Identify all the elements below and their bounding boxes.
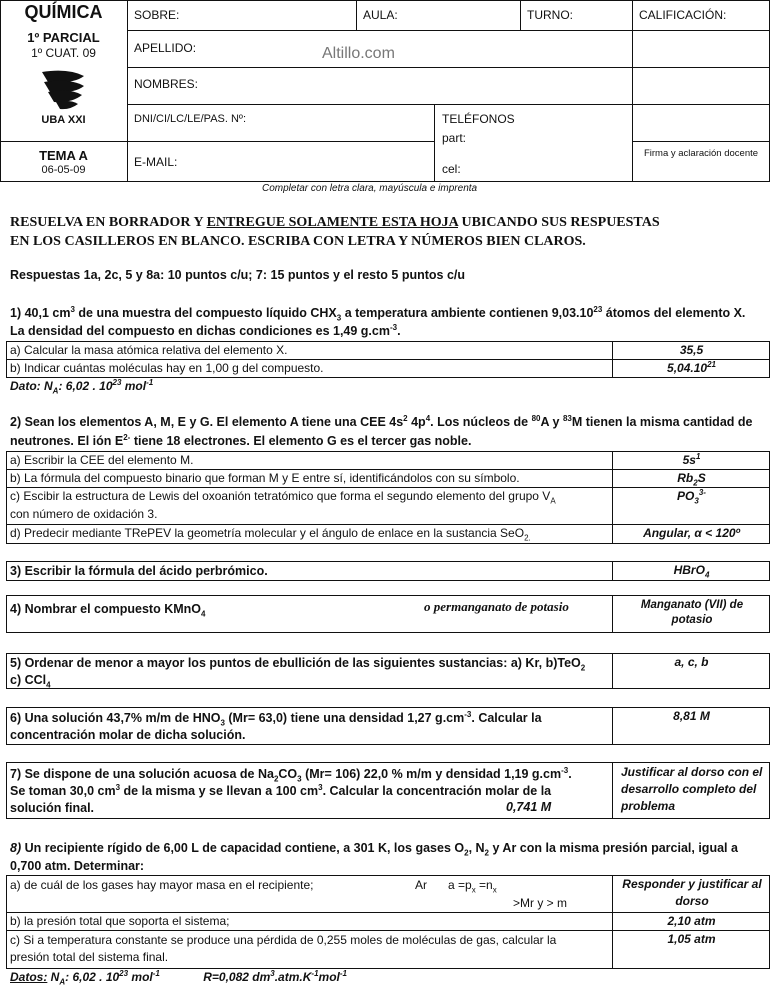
q8-statement-2: 0,700 atm. Determinar: bbox=[10, 859, 145, 873]
q1-a-answer[interactable]: 35,5 bbox=[679, 343, 704, 357]
q8-b-answer[interactable]: 2,10 atm bbox=[667, 914, 716, 928]
divider bbox=[612, 595, 613, 633]
q8-a-answer[interactable]: Responder y justificar al dorso bbox=[622, 877, 762, 908]
logo-text: UBA XXI bbox=[41, 114, 86, 126]
field-cel[interactable]: cel: bbox=[442, 162, 461, 176]
field-aula[interactable]: AULA: bbox=[363, 8, 398, 22]
field-part[interactable]: part: bbox=[442, 131, 467, 145]
q2-b-text: b) La fórmula del compuesto binario que forman M y E entre sí, identificándolos con su símbolo. bbox=[10, 471, 520, 485]
divider bbox=[0, 141, 127, 142]
field-turno[interactable]: TURNO: bbox=[527, 8, 573, 22]
exam-title: 1º PARCIAL bbox=[27, 30, 100, 45]
subject-title: QUÍMICA bbox=[24, 2, 103, 22]
field-firma: Firma y aclaración docente bbox=[643, 148, 759, 159]
divider bbox=[356, 0, 357, 30]
q8-c-text-2: presión total del sistema final. bbox=[10, 950, 169, 964]
q3-text: 3) Escribir la fórmula del ácido perbrómico. bbox=[10, 564, 268, 578]
q3-answer[interactable]: HBrO$_4$ bbox=[673, 563, 710, 580]
field-sobre[interactable]: SOBRE: bbox=[134, 8, 180, 22]
q2-c-text-2: con número de oxidación 3. bbox=[10, 507, 158, 521]
q8-c-answer[interactable]: 1,05 atm bbox=[667, 932, 716, 946]
watermark: Altillo.com bbox=[322, 45, 395, 62]
term-label: 1º CUAT. 09 bbox=[31, 46, 96, 60]
divider bbox=[127, 104, 770, 105]
scoring-note: Respuestas 1a, 2c, 5 y 8a: 10 puntos c/u; 7: 15 puntos y el resto 5 puntos c/u bbox=[10, 268, 466, 282]
instructions-line2: EN LOS CASILLEROS EN BLANCO. ESCRIBA CON LETRA Y NÚMEROS BIEN CLAROS. bbox=[10, 234, 586, 249]
q7-text: 7) Se dispone de una solución acuosa de $Na_2CO_3$ (Mr= 106) 22,0 % m/m y densidad 1,19 $g.cm^{-3}$. bbox=[10, 765, 572, 784]
topic-label: TEMA A bbox=[39, 148, 88, 163]
divider bbox=[632, 141, 770, 142]
divider bbox=[6, 469, 770, 470]
q8-c-text: c) Si a temperatura constante se produce una pérdida de 0,255 moles de moléculas de gas, calcular la bbox=[10, 933, 557, 947]
uba-logo-icon bbox=[38, 62, 90, 112]
q5-text-2: c) CCl$_4$ bbox=[10, 673, 51, 690]
q4-text: 4) Nombrar el compuesto KMnO$_4$ bbox=[10, 602, 206, 619]
q5-answer[interactable]: a, c, b bbox=[674, 655, 709, 669]
divider bbox=[6, 524, 770, 525]
q1-b-answer[interactable]: 5,04.10$^{21}$ bbox=[667, 360, 716, 375]
divider bbox=[127, 67, 770, 68]
q1-statement-2: La densidad del compuesto en dichas condiciones es 1,49 $g.cm^{-3}$. bbox=[10, 322, 401, 338]
q1-a-text: a) Calcular la masa atómica relativa del elemento X. bbox=[10, 343, 288, 357]
header-note: Completar con letra clara, mayúscula e imprenta bbox=[262, 183, 478, 194]
q8-statement: 8) Un recipiente rígido de 6,00 L de capacidad contiene, a 301 K, los gases $O_2$, $N_2$ y Ar con la misma presión parcial, igual a bbox=[10, 841, 738, 858]
field-telefonos: TELÉFONOS bbox=[442, 112, 515, 126]
q2-statement-2: neutrones. El ión $E^{2-}$ tiene 18 electrones. El elemento G es el tercer gas noble. bbox=[10, 432, 472, 448]
divider bbox=[6, 912, 770, 913]
q2-a-answer[interactable]: $5s^1$ bbox=[682, 452, 701, 467]
q8-a-handwritten: Ar bbox=[415, 878, 427, 892]
divider bbox=[127, 30, 770, 31]
q7-handwritten: 0,741 M bbox=[506, 800, 552, 814]
q4-handwritten: o permanganato de potasio bbox=[424, 599, 569, 614]
q8-a-text: a) de cuál de los gases hay mayor masa en el recipiente; bbox=[10, 878, 314, 892]
q8-a-handwritten-2: $a =p_x =n_x$ bbox=[448, 878, 497, 895]
divider bbox=[127, 0, 128, 182]
q7-text-2: Se toman 30,0 $cm^3$ de la misma y se llevan a 100 $cm^3$. Calcular la concentración molar de la bbox=[10, 782, 552, 798]
q1-statement: 1) 40,1 $cm^3$ de una muestra del compuesto líquido $CHX_3$ a temperatura ambiente contienen 9,03.10$^{23}$ átomos del elemento X. bbox=[10, 304, 746, 323]
q5-text: 5) Ordenar de menor a mayor los puntos de ebullición de las siguientes sustancias: a) Kr, b)TeO$_2$ bbox=[10, 656, 586, 673]
divider bbox=[6, 359, 770, 360]
q7-answer[interactable]: Justificar al dorso con el desarrollo completo del problema bbox=[621, 765, 763, 813]
q8-a-handwritten-3: >Mr y > m bbox=[513, 896, 568, 910]
q4-answer[interactable]: Manganato (VII) de potasio bbox=[640, 599, 744, 626]
instructions-line1: RESUELVA EN BORRADOR Y ENTREGUE SOLAMENTE ESTA HOJA UBICANDO SUS RESPUESTAS bbox=[10, 215, 660, 230]
q2-d-text: d) Predecir mediante TRePEV la geometría molecular y el ángulo de enlace en la sustancia SeO$_{2.}$ bbox=[10, 526, 531, 543]
q2-c-answer[interactable]: $PO_3^{3-}$ bbox=[677, 488, 706, 506]
q2-b-answer[interactable]: $Rb_2S$ bbox=[677, 471, 706, 488]
q2-a-text: a) Escribir la CEE del elemento M. bbox=[10, 453, 194, 467]
divider bbox=[6, 487, 770, 488]
q6-text-2: concentración molar de dicha solución. bbox=[10, 728, 246, 742]
field-email[interactable]: E-MAIL: bbox=[134, 155, 178, 169]
divider bbox=[127, 141, 435, 142]
q2-c-text: c) Escibir la estructura de Lewis del oxoanión tetratómico que forma el segundo elemento del grupo $V_A$ bbox=[10, 489, 556, 506]
q6-text: 6) Una solución 43,7% m/m de $HNO_3$ (Mr= 63,0) tiene una densidad 1,27 $g.cm^{-3}$. Calcular la bbox=[10, 709, 542, 728]
divider bbox=[434, 104, 435, 182]
field-dni[interactable]: DNI/CI/LC/LE/PAS. Nº: bbox=[134, 113, 247, 125]
field-calificacion[interactable]: CALIFICACIÓN: bbox=[639, 8, 727, 22]
divider bbox=[520, 0, 521, 30]
field-apellido[interactable]: APELLIDO: bbox=[134, 41, 197, 55]
q8-b-text: b) la presión total que soporta el sistema; bbox=[10, 914, 230, 928]
divider bbox=[6, 930, 770, 931]
exam-date: 06-05-09 bbox=[41, 164, 86, 176]
q8-datos: Datos: $N_A$: 6,02 . $10^{23}$ mol$^{-1}$ R=0,082 $dm^3.atm.K^{-1}mol^{-1}$ bbox=[10, 969, 347, 987]
q1-dato: Dato: $N_A$: 6,02 . $10^{23}$ mol$^{-1}$ bbox=[10, 378, 154, 396]
q2-statement: 2) Sean los elementos A, M, E y G. El elemento A tiene una CEE $4s^2$ $4p^4$. Los núcleos de $^{80}$A y $^{83}$M tienen la misma cantidad de bbox=[10, 413, 753, 429]
divider bbox=[632, 0, 633, 182]
q1-b-text: b) Indicar cuántas moléculas hay en 1,00 g del compuesto. bbox=[10, 361, 324, 375]
field-nombres[interactable]: NOMBRES: bbox=[134, 77, 199, 91]
divider bbox=[612, 762, 613, 819]
q6-answer[interactable]: 8,81 M bbox=[673, 709, 710, 723]
q7-text-3: solución final. bbox=[10, 801, 95, 815]
q2-d-answer[interactable]: Angular, α < 120º bbox=[643, 526, 740, 540]
